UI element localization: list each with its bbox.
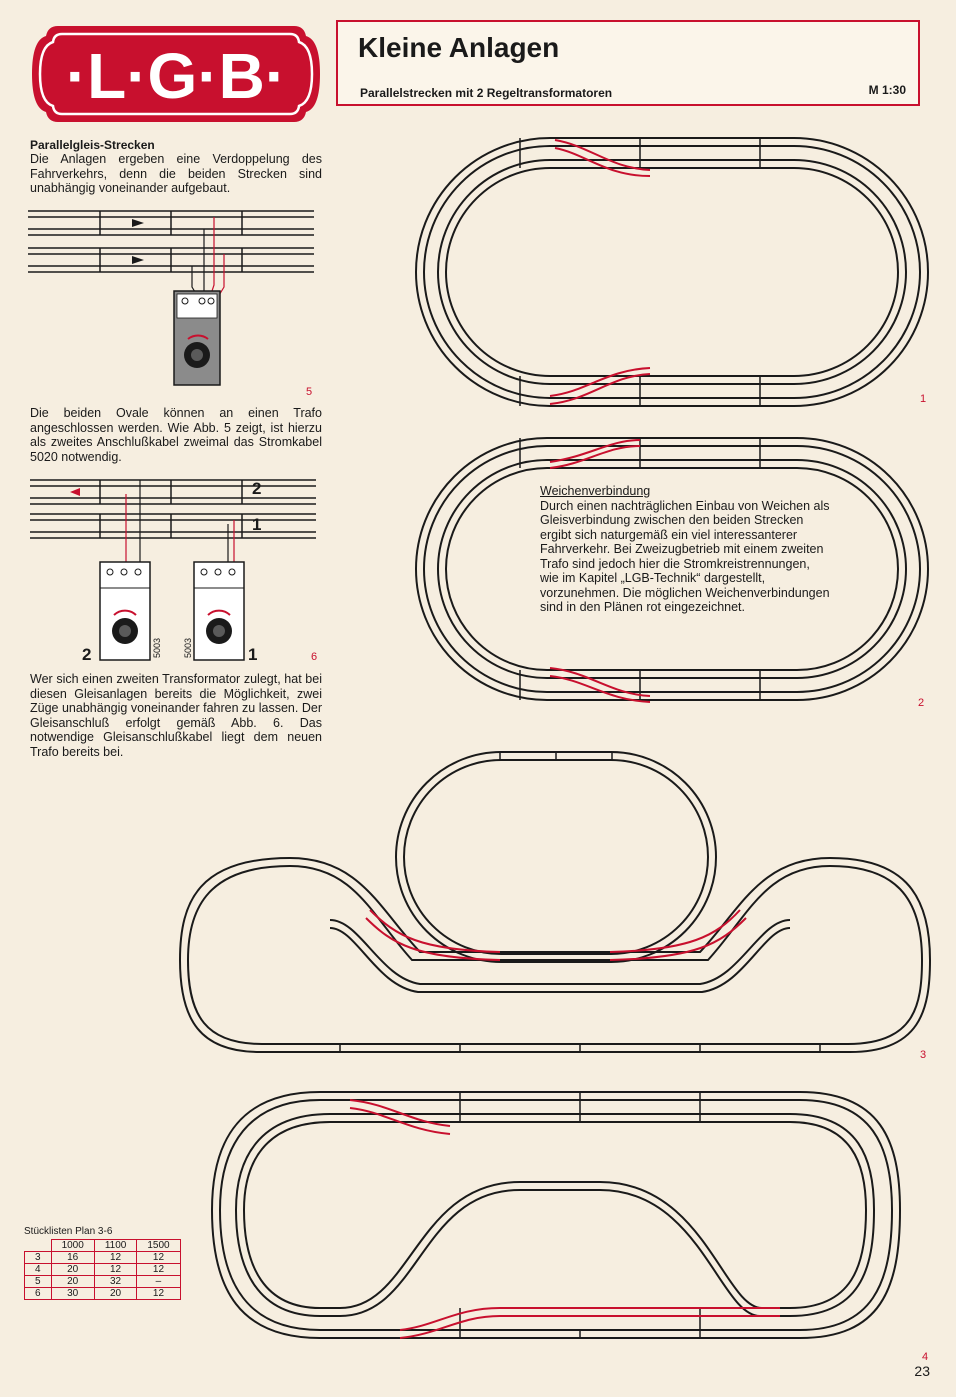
plan-number: 2 — [918, 697, 925, 709]
parts-list-title: Stücklisten Plan 3-6 — [24, 1226, 113, 1237]
direction-arrow-icon — [132, 256, 144, 264]
page-subtitle: Parallelstrecken mit 2 Regeltransformatoren — [360, 86, 613, 100]
page-number: 23 — [914, 1363, 930, 1379]
figure-6-number: 6 — [311, 651, 318, 663]
weichenverbindung-box — [540, 484, 830, 615]
header-cell — [25, 1240, 52, 1252]
figure-5-number: 5 — [306, 386, 313, 398]
trafo-label: 1 — [248, 645, 258, 664]
table-row: 3 16 12 12 — [25, 1252, 181, 1264]
header-cell: 1100 — [94, 1240, 137, 1252]
scale-label: M 1:30 — [868, 83, 906, 97]
lgb-logo — [28, 22, 324, 126]
figure-5-diagram — [28, 205, 324, 400]
direction-arrow-icon — [132, 219, 144, 227]
table-row: 5 20 32 – — [25, 1276, 181, 1288]
weichenverbindung-heading: Weichenverbindung — [540, 484, 651, 498]
trafo-code: 5003 — [152, 637, 162, 658]
paragraph-two: Die beiden Ovale können an einen Trafo angeschlossen werden. Wie Abb. 5 zeigt, ist hierzu als zweites Anschlußkabel zweimal das Stromkabel 5020 notwendig. — [30, 406, 322, 464]
direction-arrow-icon — [70, 488, 80, 496]
section-heading: Parallelgleis-Strecken — [30, 138, 155, 152]
table-row: 6 30 20 12 — [25, 1288, 181, 1300]
table-header-row — [25, 1240, 181, 1252]
plan-number: 4 — [922, 1351, 929, 1363]
header-cell: 1000 — [51, 1240, 94, 1252]
weichenverbindung-text: Durch einen nachträglichen Einbau von Weichen als Gleisverbindung zwischen den beiden Strecken ergibt sich naturgemäß ein viel interessanterer Fahrverkehr. Bei Zweizugbetrieb mit einem zweiten Trafo sind jedoch hier die Stromkreistrennungen, wie im Kapitel „LGB-Technik“ dargestellt, vorzunehmen. Die möglichen Weichenverbindungen sind in den Plänen rot eingezeichnet. — [540, 498, 830, 614]
plan-3-track — [180, 752, 930, 1052]
track-label: 2 — [252, 479, 262, 498]
trafo-code: 5003 — [183, 637, 193, 658]
plan-number: 3 — [920, 1049, 927, 1061]
plan-4-track — [212, 1092, 900, 1338]
parts-list — [24, 1226, 181, 1300]
header-box — [336, 20, 920, 106]
page-title: Kleine Anlagen — [358, 32, 560, 63]
header-cell: 1500 — [137, 1240, 180, 1252]
trafo-label: 2 — [82, 645, 92, 664]
plan-1-track — [416, 138, 928, 406]
table-row: 4 20 12 12 — [25, 1264, 181, 1276]
paragraph-three: Wer sich einen zweiten Transformator zulegt, hat bei diesen Gleisanlagen bereits die Möglichkeit, zwei Züge unabhängig voneinander fahren zu lassen. Der Gleisanschluß erfolgt gemäß Abb. 6. Das notwendige Gleisanschlußkabel liegt dem neuen Trafo bereits bei. — [30, 672, 322, 759]
plan-number: 1 — [920, 393, 927, 405]
parts-table — [24, 1239, 181, 1300]
figure-6-diagram — [28, 472, 324, 664]
section-text: Die Anlagen ergeben eine Verdoppelung des Fahrverkehrs, denn die beiden Strecken sind unabhängig voneinander aufgebaut. — [30, 152, 322, 195]
svg-text:·L·G·B·: ·L·G·B· — [65, 40, 287, 112]
track-label: 1 — [252, 515, 262, 534]
